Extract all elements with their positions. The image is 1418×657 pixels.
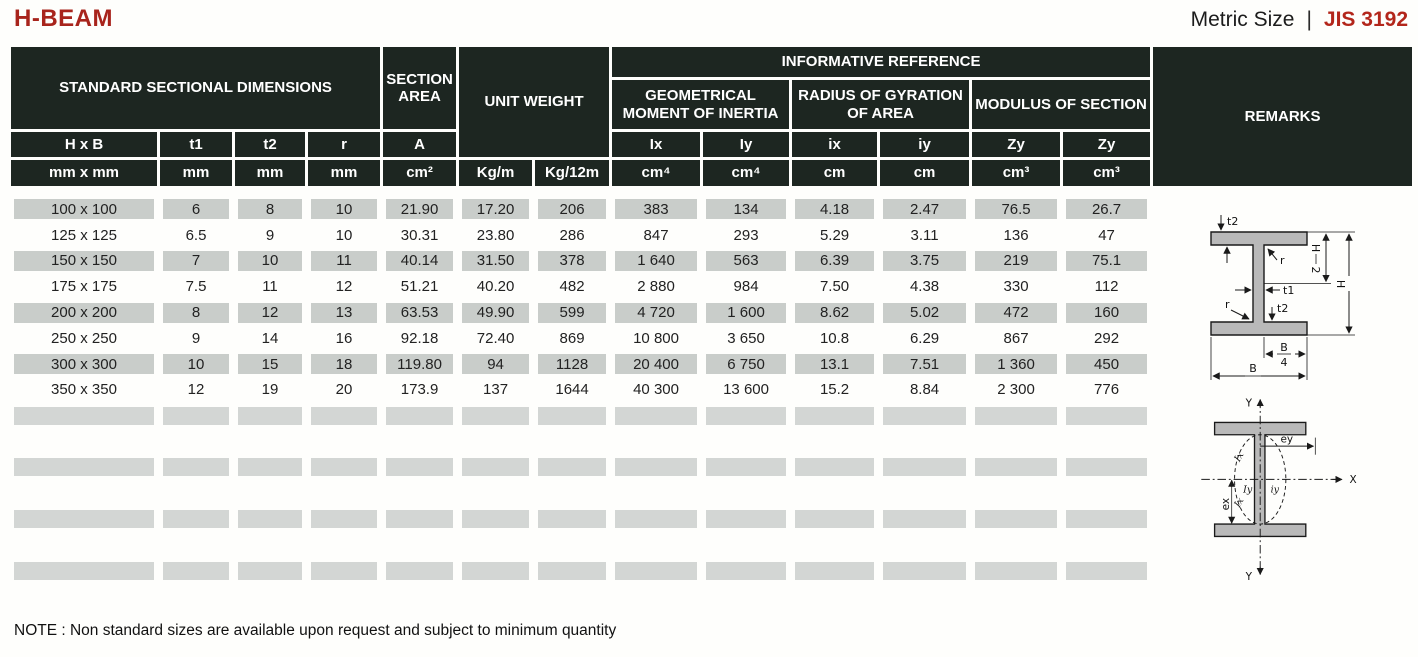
cell: 7 xyxy=(160,250,232,273)
cell: 3.11 xyxy=(910,226,939,244)
cell: 137 xyxy=(483,381,509,399)
cell: 5.02 xyxy=(880,301,969,324)
label-ey: ey xyxy=(1280,433,1293,446)
cell: 30.31 xyxy=(400,226,439,244)
cell: 9 xyxy=(265,226,275,244)
cell: 867 xyxy=(1003,329,1029,347)
cell: 10 xyxy=(308,198,380,221)
label-b: B xyxy=(1248,362,1257,375)
cell: 292 xyxy=(1094,329,1120,347)
cell: 26.7 xyxy=(1063,198,1150,221)
empty-cell xyxy=(383,533,456,556)
empty-cell xyxy=(1063,508,1150,531)
unit-iy-cm4: cm⁴ xyxy=(703,160,789,186)
empty-cell xyxy=(703,430,789,453)
cell: 350 x 350 xyxy=(51,381,117,399)
empty-cell xyxy=(612,482,700,505)
cell: 6.29 xyxy=(909,329,940,347)
empty-cell xyxy=(535,430,609,453)
label-b-quarter-num: B xyxy=(1279,341,1288,354)
cell: 16 xyxy=(335,329,353,347)
cell: 12 xyxy=(187,381,205,399)
cell: 31.50 xyxy=(459,250,532,273)
header-remarks: REMARKS xyxy=(1153,47,1412,186)
cell: 8.84 xyxy=(909,381,940,399)
cell: 869 xyxy=(559,329,585,347)
cell: 10 xyxy=(235,250,305,273)
cell: 482 xyxy=(559,278,585,296)
empty-cell xyxy=(459,559,532,582)
empty-cell xyxy=(235,508,305,531)
standard-code: JIS 3192 xyxy=(1323,8,1408,31)
cell: 119.80 xyxy=(383,353,456,376)
cell: 14 xyxy=(261,329,279,347)
empty-cell xyxy=(160,508,232,531)
empty-cell xyxy=(11,404,157,427)
unit-kgm: Kg/m xyxy=(459,160,532,186)
empty-cell xyxy=(703,533,789,556)
cell: 6 xyxy=(160,198,232,221)
empty-cell xyxy=(535,404,609,427)
cell: 5.29 xyxy=(819,226,850,244)
col-header-zx-modulus: Zy xyxy=(972,132,1060,157)
cell: 94 xyxy=(459,353,532,376)
table-row xyxy=(11,198,1412,221)
header-section-area: SECTION AREA xyxy=(383,47,456,129)
empty-cell xyxy=(383,430,456,453)
label-iy-left: Iy xyxy=(1242,484,1252,496)
empty-cell xyxy=(792,430,877,453)
cell: 563 xyxy=(703,250,789,273)
col-header-ix-radius: ix xyxy=(792,132,877,157)
cell: 92.18 xyxy=(400,329,439,347)
unit-ix-cm: cm xyxy=(792,160,877,186)
empty-cell xyxy=(383,559,456,582)
label-r-top: r xyxy=(1279,254,1285,267)
header-geometrical-moment: GEOMETRICAL MOMENT OF INERTIA xyxy=(612,80,789,129)
cell: 3 650 xyxy=(727,329,765,347)
empty-cell xyxy=(535,456,609,479)
cell: 18 xyxy=(308,353,380,376)
empty-cell xyxy=(1063,404,1150,427)
label-ix-lower: Ix xyxy=(1231,495,1247,510)
cell: 21.90 xyxy=(383,198,456,221)
empty-cell xyxy=(535,559,609,582)
empty-cell xyxy=(792,456,877,479)
cell: 2 880 xyxy=(637,278,675,296)
cell: 300 x 300 xyxy=(11,353,157,376)
page-title: H-BEAM xyxy=(14,5,113,32)
empty-cell xyxy=(383,456,456,479)
empty-cell xyxy=(459,508,532,531)
empty-cell xyxy=(160,533,232,556)
empty-cell xyxy=(11,533,157,556)
cell: 160 xyxy=(1063,301,1150,324)
empty-cell xyxy=(972,559,1060,582)
cell: 293 xyxy=(733,226,759,244)
empty-cell xyxy=(459,482,532,505)
empty-cell xyxy=(1063,559,1150,582)
cell: 1644 xyxy=(555,381,589,399)
cell: 51.21 xyxy=(400,278,439,296)
empty-cell xyxy=(308,430,380,453)
empty-cell xyxy=(160,404,232,427)
empty-cell xyxy=(972,508,1060,531)
empty-cell xyxy=(308,482,380,505)
cell: 450 xyxy=(1063,353,1150,376)
col-header-r: r xyxy=(308,132,380,157)
label-h-half-den: 2 xyxy=(1308,266,1322,274)
cell: 136 xyxy=(1003,226,1029,244)
empty-cell xyxy=(703,559,789,582)
header-body-gap xyxy=(11,189,1412,195)
cell: 472 xyxy=(972,301,1060,324)
cell: 10.8 xyxy=(819,329,850,347)
label-y-axis-top: Y xyxy=(1245,397,1252,410)
empty-cell xyxy=(308,508,380,531)
empty-cell xyxy=(880,482,969,505)
unit-hxb: mm x mm xyxy=(11,160,157,186)
empty-cell xyxy=(459,404,532,427)
empty-cell xyxy=(235,482,305,505)
empty-cell xyxy=(1063,456,1150,479)
cell: 10 800 xyxy=(633,329,679,347)
empty-cell xyxy=(11,559,157,582)
cell: 219 xyxy=(972,250,1060,273)
unit-iy-cm: cm xyxy=(880,160,969,186)
cell: 847 xyxy=(643,226,669,244)
label-t2-top: t2 xyxy=(1226,215,1238,228)
cell: 7.5 xyxy=(185,278,207,296)
cell: 2 300 xyxy=(997,381,1035,399)
cell: 40.20 xyxy=(476,278,515,296)
empty-cell xyxy=(792,482,877,505)
page-header xyxy=(14,5,1408,33)
empty-cell xyxy=(880,508,969,531)
empty-cell xyxy=(160,430,232,453)
cell: 3.75 xyxy=(880,250,969,273)
footer-note: NOTE : Non standard sizes are available upon request and subject to minimum quantity xyxy=(14,622,617,639)
cell: 150 x 150 xyxy=(11,250,157,273)
empty-cell xyxy=(880,456,969,479)
empty-cell xyxy=(11,456,157,479)
empty-cell xyxy=(11,430,157,453)
label-h: H xyxy=(1333,279,1347,289)
empty-cell xyxy=(535,533,609,556)
empty-cell xyxy=(972,430,1060,453)
col-header-t2: t2 xyxy=(235,132,305,157)
cell: 1 600 xyxy=(703,301,789,324)
unit-zx-cm3: cm³ xyxy=(972,160,1060,186)
cell: 175 x 175 xyxy=(51,278,117,296)
empty-cell xyxy=(235,404,305,427)
empty-cell xyxy=(11,482,157,505)
empty-cell xyxy=(880,430,969,453)
cell: 20 400 xyxy=(612,353,700,376)
cell: 2.47 xyxy=(880,198,969,221)
cell: 6.5 xyxy=(185,226,207,244)
empty-cell xyxy=(308,456,380,479)
cell: 40.14 xyxy=(383,250,456,273)
label-t2-bottom: t2 xyxy=(1276,302,1288,315)
label-t1: t1 xyxy=(1282,284,1294,297)
cell: 63.53 xyxy=(383,301,456,324)
cell: 286 xyxy=(559,226,585,244)
empty-cell xyxy=(235,533,305,556)
cell: 125 x 125 xyxy=(51,226,117,244)
cell: 13 600 xyxy=(723,381,769,399)
empty-cell xyxy=(792,559,877,582)
separator: | xyxy=(1306,8,1312,31)
unit-r: mm xyxy=(308,160,380,186)
empty-cell xyxy=(1063,430,1150,453)
empty-cell xyxy=(160,482,232,505)
unit-kg12m: Kg/12m xyxy=(535,160,609,186)
col-header-t1: t1 xyxy=(160,132,232,157)
remarks-column xyxy=(1153,198,1412,582)
cell: 250 x 250 xyxy=(51,329,117,347)
empty-cell xyxy=(612,508,700,531)
unit-t1: mm xyxy=(160,160,232,186)
empty-cell xyxy=(459,456,532,479)
hbeam-section-diagram xyxy=(1183,206,1383,390)
empty-cell xyxy=(972,482,1060,505)
cell: 1128 xyxy=(535,353,609,376)
cell: 13 xyxy=(308,301,380,324)
cell: 49.90 xyxy=(459,301,532,324)
cell: 100 x 100 xyxy=(11,198,157,221)
empty-cell xyxy=(880,404,969,427)
empty-cell xyxy=(792,533,877,556)
empty-cell xyxy=(1063,533,1150,556)
empty-cell xyxy=(235,559,305,582)
unit-zy-cm3: cm³ xyxy=(1063,160,1150,186)
remarks-content xyxy=(1153,198,1412,582)
empty-cell xyxy=(703,508,789,531)
cell: 11 xyxy=(262,278,278,296)
empty-cell xyxy=(308,559,380,582)
header-modulus-section: MODULUS OF SECTION xyxy=(972,80,1150,129)
label-ex: ex xyxy=(1219,497,1232,511)
cell: 15.2 xyxy=(819,381,850,399)
unit-ix-cm4: cm⁴ xyxy=(612,160,700,186)
empty-cell xyxy=(880,559,969,582)
cell: 9 xyxy=(191,329,201,347)
cell: 134 xyxy=(703,198,789,221)
empty-cell xyxy=(703,456,789,479)
cell: 330 xyxy=(1003,278,1029,296)
empty-cell xyxy=(880,533,969,556)
cell: 15 xyxy=(235,353,305,376)
cell: 984 xyxy=(733,278,759,296)
empty-cell xyxy=(160,559,232,582)
cell: 47 xyxy=(1098,226,1115,244)
cell: 776 xyxy=(1094,381,1120,399)
hbeam-axes-diagram xyxy=(1188,392,1378,582)
empty-cell xyxy=(11,508,157,531)
cell: 76.5 xyxy=(972,198,1060,221)
empty-cell xyxy=(160,456,232,479)
empty-cell xyxy=(972,533,1060,556)
header-radius-gyration: RADIUS OF GYRATION OF AREA xyxy=(792,80,969,129)
label-r-bottom: r xyxy=(1224,298,1230,311)
cell: 75.1 xyxy=(1063,250,1150,273)
cell: 1 640 xyxy=(612,250,700,273)
empty-cell xyxy=(792,404,877,427)
col-header-iy-radius: iy xyxy=(880,132,969,157)
label-iy-right: iy xyxy=(1270,484,1279,496)
empty-cell xyxy=(383,482,456,505)
cell: 7.50 xyxy=(819,278,850,296)
empty-cell xyxy=(972,404,1060,427)
empty-cell xyxy=(235,430,305,453)
cell: 4.18 xyxy=(792,198,877,221)
header-unit-weight: UNIT WEIGHT xyxy=(459,47,609,157)
cell: 112 xyxy=(1094,278,1119,296)
cell: 206 xyxy=(535,198,609,221)
label-b-quarter-den: 4 xyxy=(1280,356,1288,369)
empty-cell xyxy=(612,456,700,479)
cell: 599 xyxy=(535,301,609,324)
cell: 1 360 xyxy=(972,353,1060,376)
empty-cell xyxy=(383,508,456,531)
col-header-hxb: H x B xyxy=(11,132,157,157)
cell: 378 xyxy=(535,250,609,273)
cell: 23.80 xyxy=(476,226,515,244)
cell: 7.51 xyxy=(880,353,969,376)
empty-cell xyxy=(235,456,305,479)
cell: 383 xyxy=(612,198,700,221)
cell: 173.9 xyxy=(400,381,439,399)
cell: 13.1 xyxy=(792,353,877,376)
cell: 200 x 200 xyxy=(11,301,157,324)
cell: 17.20 xyxy=(459,198,532,221)
empty-cell xyxy=(308,533,380,556)
header-standard-sectional-dimensions: STANDARD SECTIONAL DIMENSIONS xyxy=(11,47,380,129)
size-label: Metric Size xyxy=(1190,8,1295,31)
empty-cell xyxy=(972,456,1060,479)
unit-a: cm² xyxy=(383,160,456,186)
cell: 19 xyxy=(261,381,279,399)
cell: 4 720 xyxy=(612,301,700,324)
cell: 72.40 xyxy=(476,329,515,347)
empty-cell xyxy=(612,559,700,582)
hbeam-table xyxy=(8,44,1415,585)
empty-cell xyxy=(459,533,532,556)
col-header-iy-moment: Iy xyxy=(703,132,789,157)
cell: 6.39 xyxy=(792,250,877,273)
cell: 10 xyxy=(160,353,232,376)
empty-cell xyxy=(703,404,789,427)
col-header-ix-moment: Ix xyxy=(612,132,700,157)
cell: 8 xyxy=(235,198,305,221)
cell: 4.38 xyxy=(909,278,940,296)
header-informative-reference: INFORMATIVE REFERENCE xyxy=(612,47,1150,77)
cell: 20 xyxy=(335,381,353,399)
empty-cell xyxy=(535,508,609,531)
empty-cell xyxy=(1063,482,1150,505)
cell: 8 xyxy=(160,301,232,324)
empty-cell xyxy=(703,482,789,505)
unit-t2: mm xyxy=(235,160,305,186)
empty-cell xyxy=(792,508,877,531)
empty-cell xyxy=(535,482,609,505)
col-header-a: A xyxy=(383,132,456,157)
empty-cell xyxy=(612,533,700,556)
empty-cell xyxy=(308,404,380,427)
cell: 6 750 xyxy=(703,353,789,376)
empty-cell xyxy=(612,430,700,453)
cell: 12 xyxy=(335,278,353,296)
label-y-axis-bottom: Y xyxy=(1245,571,1252,582)
cell: 40 300 xyxy=(633,381,679,399)
cell: 8.62 xyxy=(792,301,877,324)
standard-reference xyxy=(1191,8,1408,32)
empty-cell xyxy=(612,404,700,427)
empty-cell xyxy=(383,404,456,427)
col-header-zy-modulus: Zy xyxy=(1063,132,1150,157)
cell: 10 xyxy=(335,226,353,244)
cell: 12 xyxy=(235,301,305,324)
label-ix-upper: Ix xyxy=(1231,450,1247,464)
label-h-half-num: H xyxy=(1308,243,1322,253)
cell: 11 xyxy=(308,250,380,273)
empty-cell xyxy=(459,430,532,453)
label-x-axis: X xyxy=(1349,474,1357,487)
